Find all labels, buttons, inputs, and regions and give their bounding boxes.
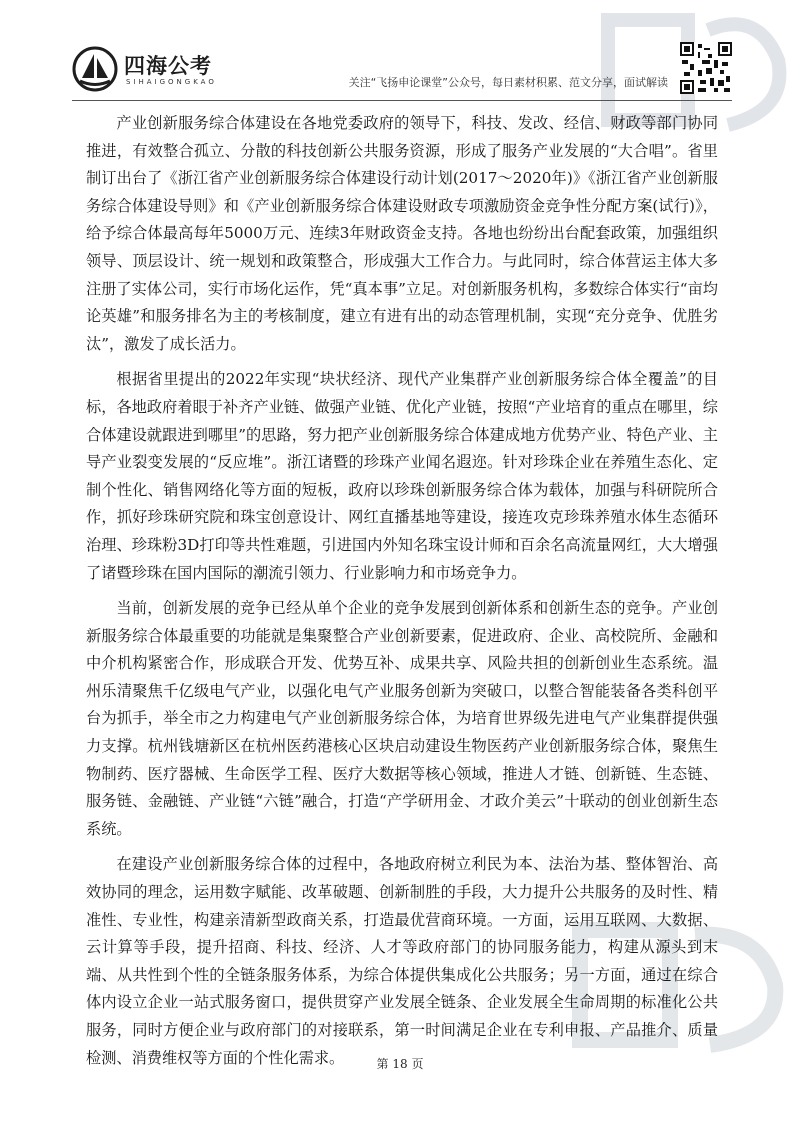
paragraph-2: 根据省里提出的2022年实现“块状经济、现代产业集群产业创新服务综合体全覆盖”的目标，各地政府着眼于补齐产业链、做强产业链、优化产业链，按照“产业培育的重点在哪里，综合体建设就跟进到哪里”的思路，努力把产业创新服务综合体建成地方优势产业、特色产业、主导产业裂变发展的“反应堆”。浙江诸暨的珍珠产业闻名遐迩。针对珍珠企业在养殖生态化、定制个性化、销售网络化等方面的短板，政府以珍珠创新服务综合体为载体，加强与科研院所合作，抓好珍珠研究院和珠宝创意设计、网红直播基地等建设，接连攻克珍珠养殖水体生态循环治理、珍珠粉3D打印等共性难题，引进国内外知名珠宝设计师和百余名高流量网红，大大增强了诸暨珍珠在国内国际的潮流引领力、行业影响力和市场竞争力。: [86, 370, 718, 582]
qr-code-icon: [680, 42, 732, 94]
page-number: 第 18 页: [376, 1057, 424, 1071]
paragraph-1: 产业创新服务综合体建设在各地党委政府的领导下，科技、发改、经信、财政等部门协同推进，有效整合孤立、分散的科技创新公共服务资源，形成了服务产业发展的“大合唱”。省里制订出台了《浙江省产业创新服务综合体建设行动计划(2017～2020年)》《浙江省产业创新服务综合体建设导则》和《产业创新服务综合体建设财政专项激励资金竞争性分配方案(试行)》，给予综合体最高每年5000万元、连续3年财政资金支持。各地也纷纷出台配套政策，加强组织领导、顶层设计、统一规划和政策整合，形成强大工作合力。与此同时，综合体营运主体大多注册了实体公司，实行市场化运作，凭“真本事”立足。对创新服务机构，多数综合体实行“亩均论英雄”和服务排名为主的考核制度，建立有进有出的动态管理机制，实现“充分竞争、优胜劣汰”，激发了成长活力。: [86, 114, 718, 353]
article-body: [86, 110, 718, 1072]
header-divider: [72, 100, 732, 101]
page-header: [72, 38, 732, 100]
brand-name: 四海公考: [124, 54, 212, 78]
paragraph-3: 当前，创新发展的竞争已经从单个企业的竞争发展到创新体系和创新生态的竞争。产业创新服务综合体最重要的功能就是集聚整合产业创新要素，促进政府、企业、高校院所、金融和中介机构紧密合作，形成联合开发、优势互补、成果共享、风险共担的创新创业生态系统。温州乐清聚焦千亿级电气产业，以强化电气产业服务创新为突破口，以整合智能装备各类科创平台为抓手，举全市之力构建电气产业创新服务综合体，为培育世界级先进电气产业集群提供强力支撑。杭州钱塘新区在杭州医药港核心区块启动建设生物医药产业创新服务综合体，聚焦生物制药、医疗器械、生命医学工程、医疗大数据等核心领域，推进人才链、创新链、生态链、服务链、金融链、产业链“六链”融合，打造“产学研用金、才政介美云”十联动的创业创新生态系统。: [86, 599, 718, 838]
paragraph-4: 在建设产业创新服务综合体的过程中，各地政府树立利民为本、法治为基、整体智治、高效协同的理念，运用数字赋能、改革破题、创新制胜的手段，大力提升公共服务的及时性、精准性、专业性，构建亲清新型政商关系，打造最优营商环境。一方面，运用互联网、大数据、云计算等手段，提升招商、科技、经济、人才等政府部门的协同服务能力，构建从源头到末端、从共性到个性的全链条服务体系，为综合体提供集成化公共服务；另一方面，通过在综合体内设立企业一站式服务窗口，提供贯穿产业发展全链条、企业发展全生命周期的标准化公共服务，同时方便企业与政府部门的对接联系，第一时间满足企业在专利申报、产品推介、质量检测、消费维权等方面的个性化需求。: [86, 855, 718, 1067]
brand-logo: [72, 46, 272, 96]
header-slogan: 关注“飞扬申论课堂”公众号，每日素材积累、范文分享，面试解读: [348, 76, 668, 89]
sailboat-logo-icon: [72, 46, 118, 92]
brand-subtitle: SIHAIGONGKAO: [126, 78, 217, 86]
